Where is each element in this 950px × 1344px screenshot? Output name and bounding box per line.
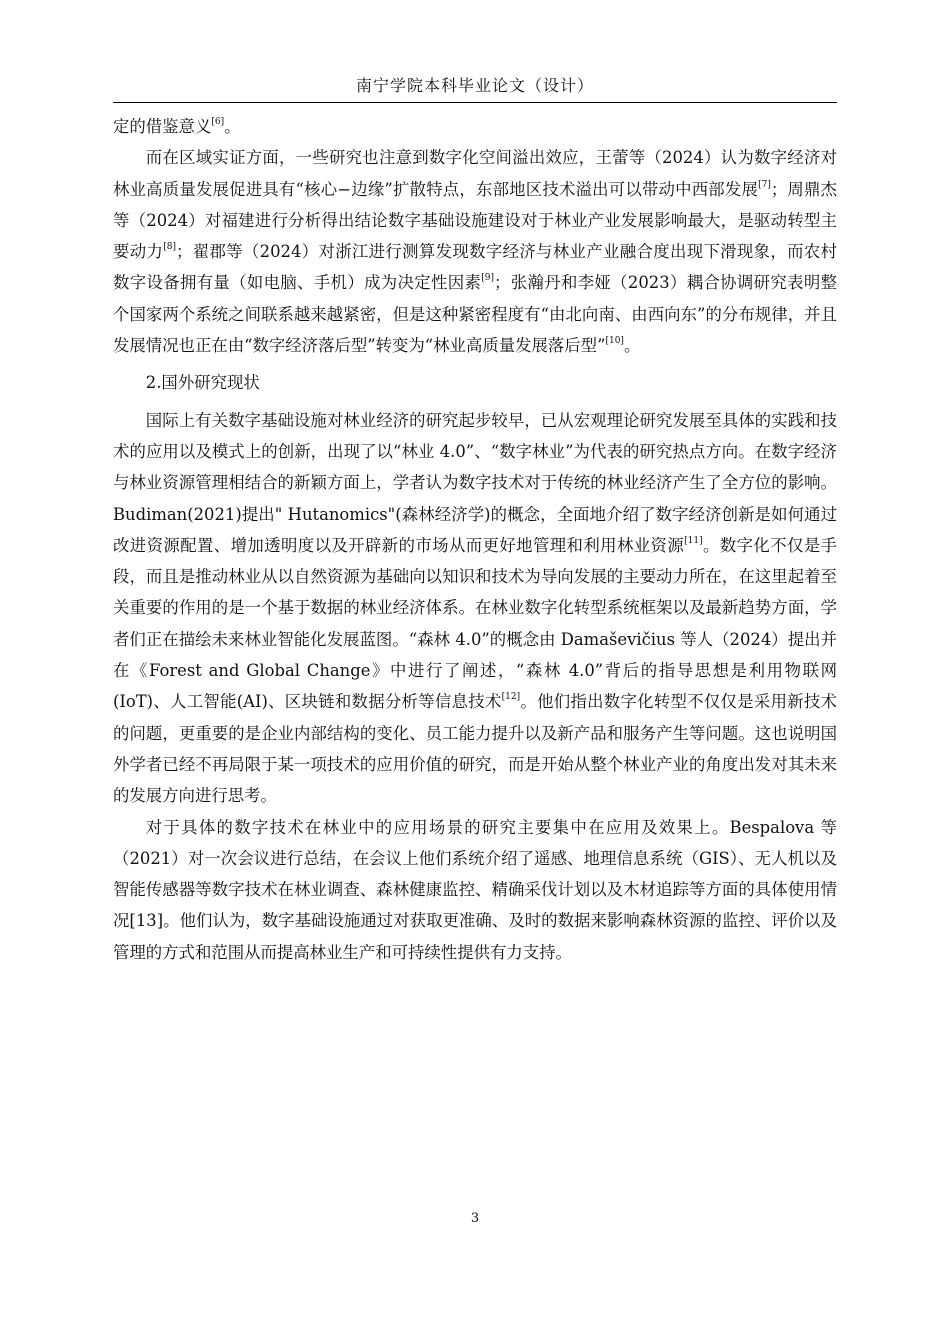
text-segment: ；周鼎杰等（2024）对福建进行分析得出结论数字基础设施建设对于林业产业发展影响最大，是驱动转型主要动力: [113, 179, 837, 262]
citation-ref: [8]: [163, 242, 176, 253]
citation-ref: [7]: [758, 179, 771, 190]
paragraph-regional-studies: [113, 142, 837, 361]
text-segment: 而在区域实证方面，一些研究也注意到数字化空间溢出效应，王蕾等（2024）认为数字经济对林业高质量发展促进具有“核心−边缘”扩散特点，东部地区技术溢出可以带动中西部发展: [113, 148, 837, 199]
text-segment: 。数字化不仅是手段，而且是推动林业从以自然资源为基础向以知识和技术为导向发展的主要动力所在，在这里起着至关重要的作用的是一个基于数据的林业经济体系。在林业数字化转型系统框架以及最新趋势方面，学者们正在描绘未来林业智能化发展蓝图。“森林 4.0”的概念由 Damaševičius 等人（2024）提出并在《Forest and Global Change》中进行了阐述，“森林 4.0”背后的指导思想是利用物联网(IoT)、人工智能(AI)、区块链和数据分析等信息技术: [113, 535, 838, 712]
page-number: 3: [470, 1211, 480, 1226]
text-segment: 。: [224, 117, 241, 136]
citation-ref: [12]: [501, 692, 521, 703]
citation-ref: [6]: [211, 117, 225, 127]
paragraph-foreign-research: [113, 405, 837, 812]
citation-ref: [9]: [481, 273, 494, 284]
paragraph-continuation: [113, 111, 837, 142]
text-segment: ；翟郡等（2024）对浙江进行测算发现数字经济与林业产业融合度出现下滑现象，而农村数字设备拥有量（如电脑、手机）成为决定性因素: [113, 242, 837, 293]
header-title: 南宁学院本科毕业论文（设计）: [355, 76, 594, 95]
text-segment: 国际上有关数字基础设施对林业经济的研究起步较早，已从宏观理论研究发展至具体的实践和技术的应用以及模式上的创新，出现了以“林业 4.0”、“数字林业”为代表的研究热点方向。在数字经济与林业资源管理相结合的新颖方面上，学者认为数字技术对于传统的林业经济产生了全方位的影响。Budiman(2021)提出" Hutanomics"(森林经济学)的概念，全面地介绍了数字经济创新是如何通过改进资源配置、增加透明度以及开辟新的市场从而更好地管理和利用林业资源: [113, 410, 837, 555]
paragraph-application-scenarios: [113, 812, 837, 968]
text-segment: 对于具体的数字技术在林业中的应用场景的研究主要集中在应用及效果上。Bespalova 等（2021）对一次会议进行总结，在会议上他们系统介绍了遥感、地理信息系统（GIS）、无人机以及智能传感器等数字技术在林业调查、森林健康监控、精确采伐计划以及木材追踪等方面的具体使用情况[13]。他们认为，数字基础设施通过对获取更准确、及时的数据来影响森林资源的监控、评价以及管理的方式和范围从而提高林业生产和可持续性提供有力支持。: [113, 817, 837, 962]
body-text: [113, 111, 837, 968]
text-segment: ；张瀚丹和李娅（2023）耦合协调研究表明整个国家两个系统之间联系越来越紧密，但是这种紧密程度有“由北向南、由西向东”的分布规律，并且发展情况也正在由“数字经济落后型”转变为“林业高质量发展落后型”: [113, 273, 838, 356]
section-heading: 2.国外研究现状: [145, 373, 260, 393]
citation-ref: [10]: [605, 336, 624, 347]
page-header: [113, 74, 837, 103]
text-segment: 。: [623, 336, 641, 356]
text-segment: 定的借鉴意义: [113, 117, 212, 136]
text-segment: 。他们指出数字化转型不仅仅是采用新技术的问题，更重要的是企业内部结构的变化、员工能力提升以及新产品和服务产生等问题。这也说明国外学者已经不再局限于某一项技术的应用价值的研究，而是开始从整个林业产业的角度出发对其未来的发展方向进行思考。: [113, 692, 837, 806]
citation-ref: [11]: [684, 535, 703, 546]
